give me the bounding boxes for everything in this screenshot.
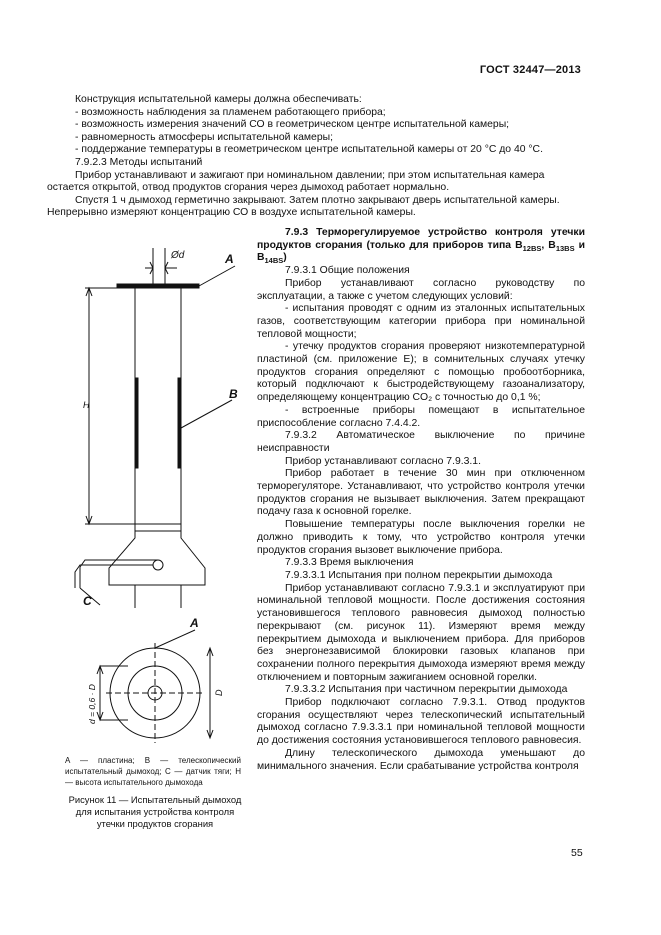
- sensor-c: [153, 560, 163, 570]
- intro-line: - поддержание температуры в геометрическом центре испытательной камеры от 20 °С до 40 °С.: [75, 144, 543, 156]
- section-title: 7.9.3 Терморегулируемое устройство контроля утечки продуктов сгорания (только для приборов типа $B_{12BS}$, $B_{13BS}$ и $B_{14BS}$): [257, 227, 585, 266]
- intro-line: Конструкция испытательной камеры должна обеспечивать:: [75, 94, 362, 105]
- paragraph: - встроенные приборы помещают в испытательное приспособление согласно 7.4.4.2.: [257, 404, 585, 429]
- right-column: [257, 227, 585, 773]
- label-a: A: [225, 252, 234, 266]
- figure-legend: A — пластина; B — телескопический испытательный дымоход; C — датчик тяги; H — высота испытательного дымохода: [65, 756, 241, 787]
- paragraph: 7.9.3.1 Общие положения: [285, 265, 410, 277]
- intro-block: [47, 94, 585, 220]
- paragraph: 7.9.3.3.1 Испытания при полном перекрытии дымохода: [285, 569, 553, 581]
- paragraph: Повышение температуры после выключения горелки не должно приводить к тому, что устройство контроля утечки продуктов сгорания вызовет выключение прибора.: [257, 519, 585, 556]
- figure-caption: Рисунок 11 — Испытательный дымоход для испытания устройства контроля утечки продуктов сгорания: [68, 794, 242, 829]
- intro-paragraph: Прибор устанавливают и зажигают при номинальном давлении; при этом испытательная камера остается открытой, отвод продуктов сгорания через дымоход работает нормально.: [47, 169, 545, 194]
- paragraph: Длину телескопического дымохода уменьшают до минимального значения. Если срабатывание устройства контроля: [257, 747, 585, 772]
- document-header: ГОСТ 32447—2013: [479, 64, 581, 76]
- label-d: Ød: [171, 250, 185, 261]
- draught-diverter: [109, 531, 205, 585]
- paragraph: - утечку продуктов сгорания проверяют низкотемпературной пластиной (см. приложение Е); в сомнительных случаях утечку продуктов сгорания определяют с помощью пробоотборника, который подключают к быстродействующему газоанализатору, определяющему концентрацию CO₂ с точностью до 0,1 %;: [257, 341, 585, 404]
- paragraph: Прибор работает в течение 30 мин при отключенном терморегуляторе. Устанавливают, что устройство контроля утечки продуктов сгорания не вызывает выключения. Затем прекращают подачу газа к основной горелке.: [257, 468, 585, 518]
- paragraph: Прибор устанавливают согласно 7.9.3.1 и эксплуатируют при номинальной тепловой мощности. После достижения состояния установившегося теплового равновесия дымоход полностью перекрывают (см. рисунок 11). Измеряют время между перекрытием дымохода и выключением прибора. Для приборов без энергонезависимой блокировки газовых клапанов при сохранении полного перекрытия дымохода измеряют время между отключением и повторным зажиганием основной горелки.: [257, 582, 585, 683]
- paragraph: - испытания проводят с одним из эталонных испытательных газов, соответствующим категории прибора при номинальной тепловой мощности;: [257, 303, 585, 340]
- intro-line: - равномерность атмосферы испытательной камеры;: [75, 131, 333, 143]
- page-number: 55: [571, 847, 583, 859]
- label-b: B: [229, 387, 238, 401]
- intro-line: - возможность измерения значений СО в геометрическом центре испытательной камеры;: [75, 119, 510, 131]
- paragraph: Прибор устанавливают согласно 7.9.3.1.: [285, 455, 481, 467]
- figure-11-drawing: [65, 238, 245, 758]
- subsection-title: 7.9.2.3 Методы испытаний: [75, 156, 203, 168]
- label-a2: A: [190, 616, 199, 630]
- label-dim: d = 0,6 · D: [87, 684, 97, 724]
- paragraph: Прибор подключают согласно 7.9.3.1. Отвод продуктов сгорания осуществляют через телескопический испытательный дымоход согласно 7.9.3.3.1 при номинальной тепловой мощности до достижения состояния установившегося теплового равновесия.: [257, 697, 585, 747]
- label-c: C: [83, 594, 92, 608]
- label-h: H: [83, 400, 90, 410]
- telescope-left: [135, 378, 138, 468]
- label-big-d: D: [214, 689, 224, 696]
- telescope-right: [178, 378, 181, 468]
- paragraph: Прибор устанавливают согласно руководству по эксплуатации, а также с учетом следующих условий:: [257, 277, 585, 302]
- intro-line: - возможность наблюдения за пламенем работающего прибора;: [75, 106, 386, 118]
- plate-a: [117, 284, 199, 288]
- intro-paragraph: Спустя 1 ч дымоход герметично закрывают. Затем плотно закрывают дверь испытательной камеры. Непрерывно измеряют концентрацию СО в воздухе испытательной камеры.: [47, 194, 560, 219]
- paragraph: 7.9.3.3 Время выключения: [285, 557, 414, 569]
- paragraph: 7.9.3.3.2 Испытания при частичном перекрытии дымохода: [285, 684, 568, 696]
- paragraph: 7.9.3.2 Автоматическое выключение по причине неисправности: [257, 430, 585, 454]
